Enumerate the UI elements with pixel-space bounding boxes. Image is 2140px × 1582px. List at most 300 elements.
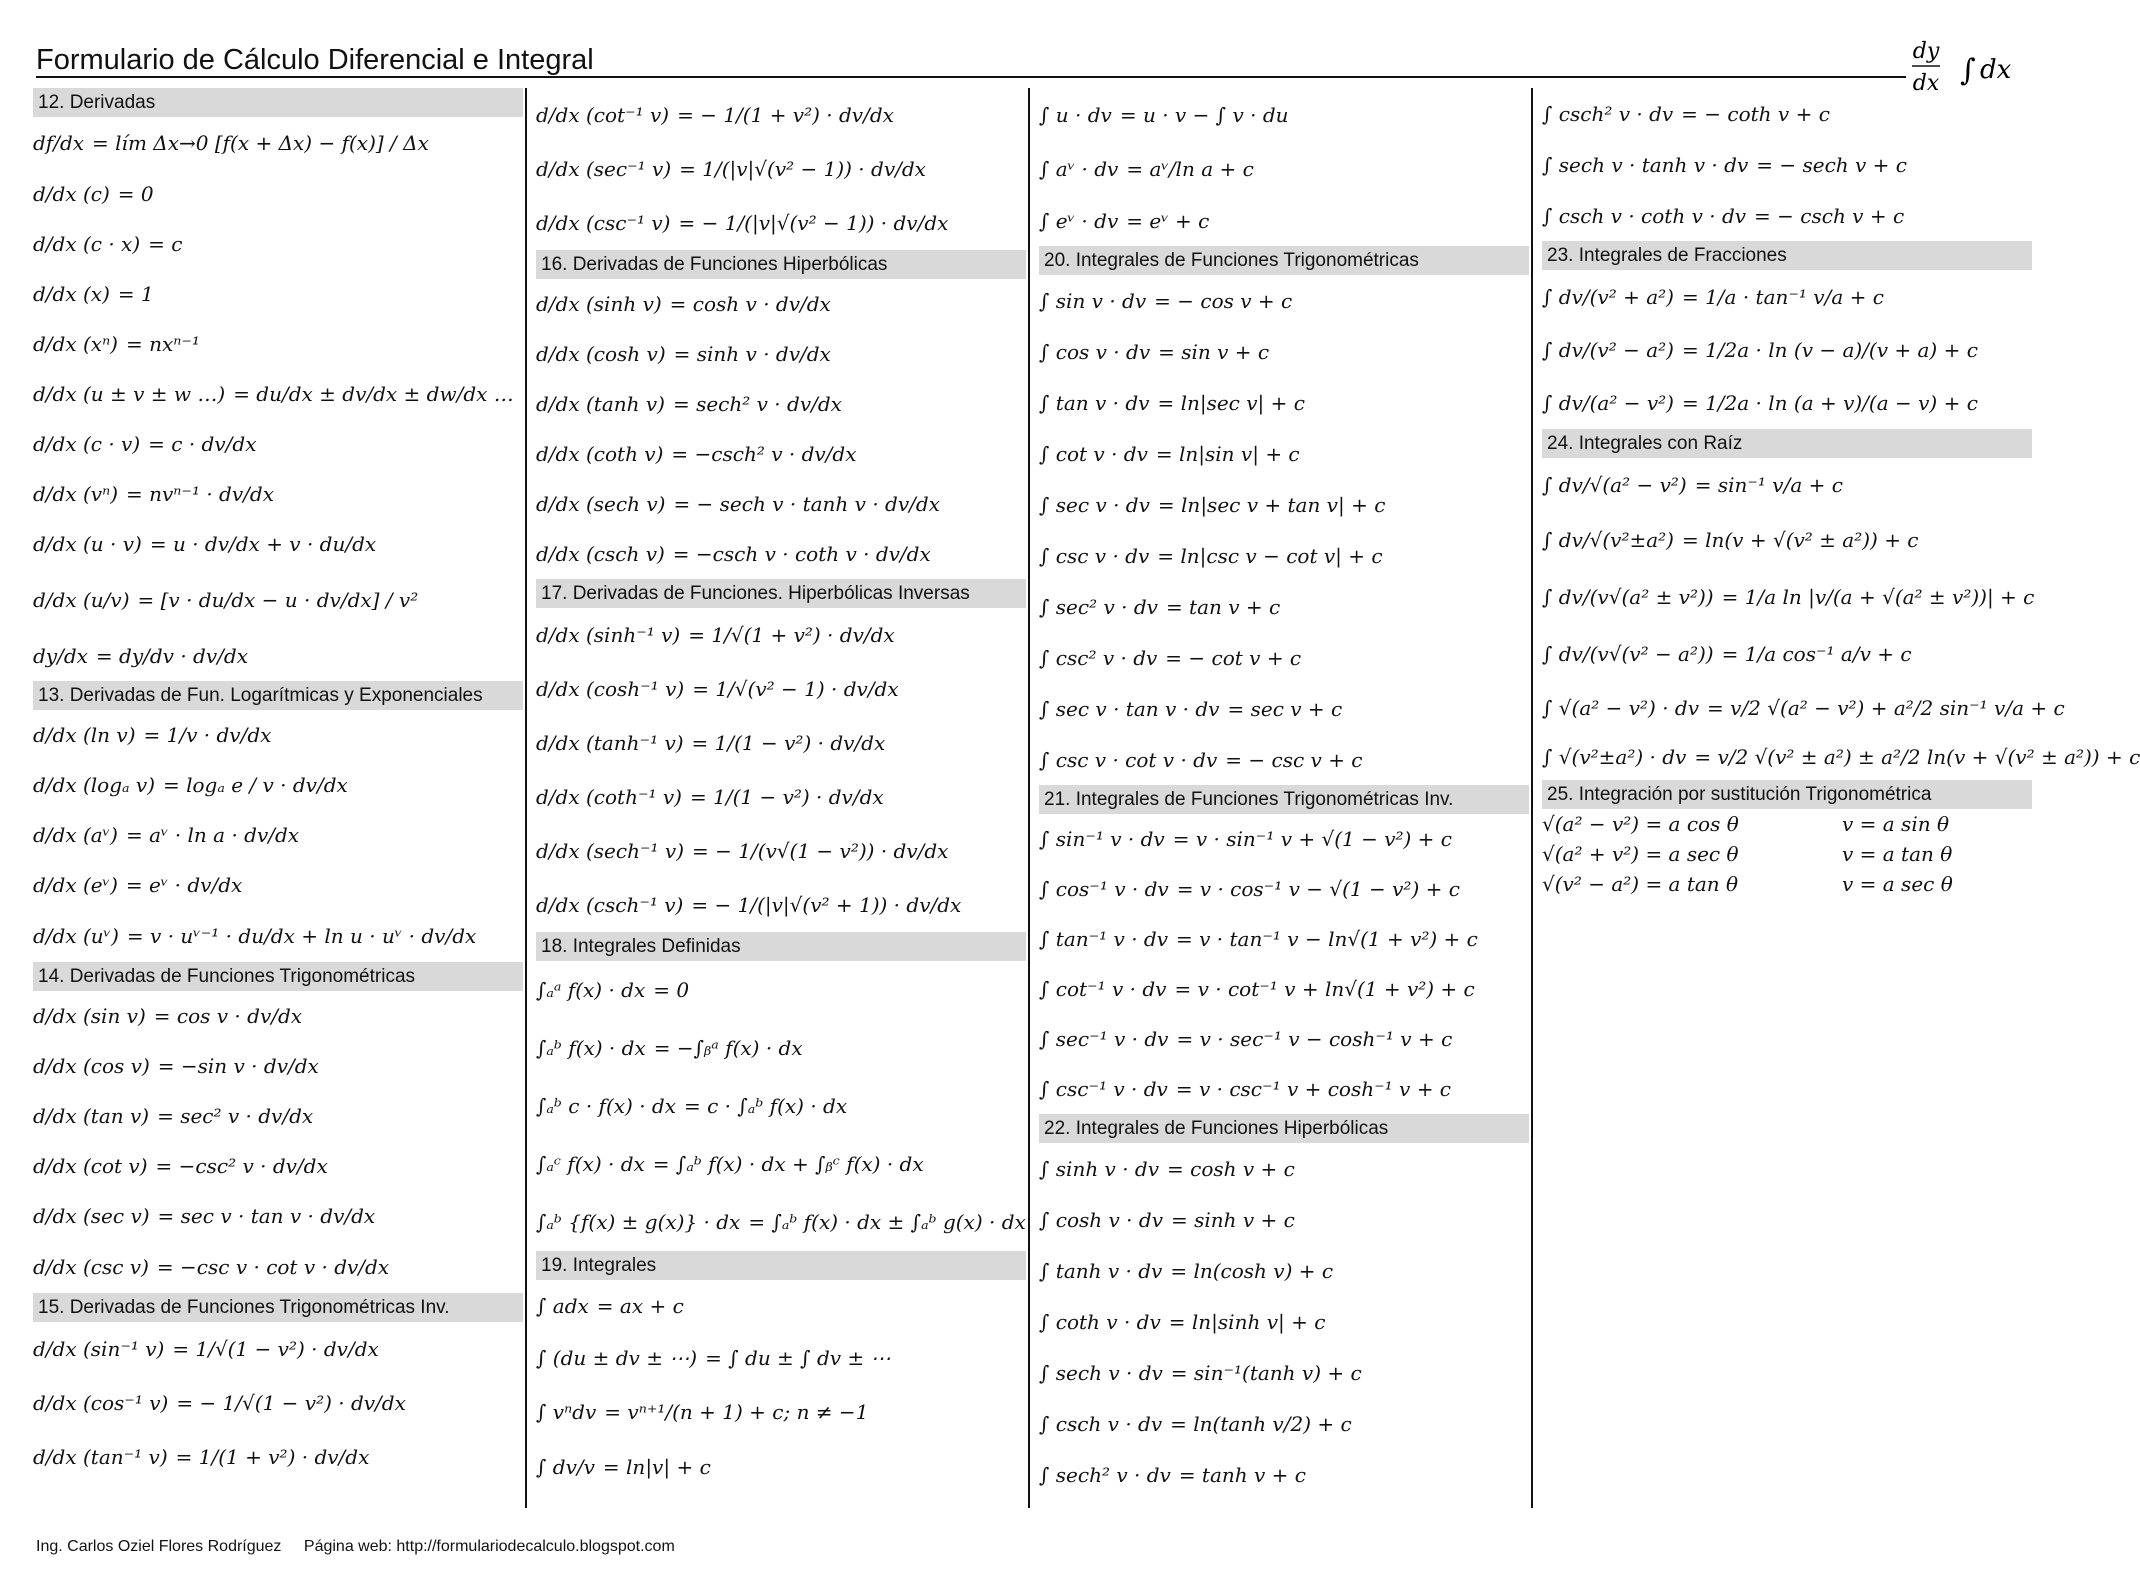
formula — [33, 1141, 523, 1191]
formula-rhs: = vⁿ⁺¹/(n + 1) + c; n ≠ −1 — [604, 1400, 869, 1424]
formula — [1542, 568, 2035, 626]
formula-lhs: ∫ √(a² − v²) · dv — [1542, 696, 1700, 720]
formula-rhs: = sin v + c — [1158, 339, 1270, 364]
formula-rhs: = ln|v| + c — [602, 1455, 711, 1479]
section-heading: 18. Integrales Definidas — [536, 932, 1026, 961]
formula — [1039, 734, 1529, 785]
formula — [1039, 1194, 1529, 1245]
section-heading: 16. Derivadas de Funciones Hiperbólicas — [536, 250, 1026, 279]
formula-lhs: ∫ sin⁻¹ v · dv — [1039, 827, 1165, 851]
formula-rhs: = c — [148, 232, 183, 256]
formula-rhs: = ∫ₐᵇ f(x) · dx ± ∫ₐᵇ g(x) · dx — [748, 1210, 1026, 1234]
formula-lhs: d/dx (csc v) — [33, 1255, 149, 1279]
formula-lhs: ∫ u · dv — [1039, 103, 1112, 127]
formula-rhs: v = a sec θ — [1842, 872, 1953, 896]
formula-lhs: ∫ csc v · dv — [1039, 543, 1150, 568]
formula-lhs: d/dx (uᵛ) — [33, 924, 119, 948]
formula-lhs: d/dx (cosh v) — [536, 342, 666, 366]
formula-lhs: d/dx (tan v) — [33, 1104, 150, 1128]
formula-lhs: d/dx (c · x) — [33, 232, 141, 256]
formula-rhs: = − 1/(|v|√(v² + 1)) · dv/dx — [691, 893, 962, 917]
formula-rhs: = 1/v · dv/dx — [143, 723, 272, 747]
formula-lhs: ∫ dv/√(a² − v²) — [1542, 473, 1687, 497]
formula — [1542, 458, 2032, 512]
formula-lhs: √(v² − a²) = a tan θ — [1542, 872, 1739, 896]
formula — [1039, 479, 1529, 530]
formula-rhs: = − csch v + c — [1754, 203, 1905, 228]
formula — [1039, 1014, 1529, 1064]
formula-lhs: ∫ sech v · tanh v · dv — [1542, 152, 1749, 177]
formula-lhs: ∫ coth v · dv — [1039, 1309, 1161, 1334]
formula-lhs: ∫ sinh v · dv — [1039, 1156, 1160, 1181]
formula-lhs: ∫ csch v · coth v · dv — [1542, 203, 1747, 228]
formula-rhs: = logₐ e / v · dv/dx — [163, 773, 348, 797]
formula-lhs: d/dx (sin⁻¹ v) — [33, 1337, 165, 1361]
formula-rhs: = cosh v + c — [1167, 1156, 1295, 1181]
formula-rhs: = tanh v + c — [1178, 1462, 1306, 1487]
formula-lhs: ∫ sech v · dv — [1039, 1360, 1163, 1385]
formula-rhs: = − csc v + c — [1225, 747, 1363, 772]
formula-lhs: d/dx (sech v) — [536, 492, 666, 516]
formula-lhs: d/dx (sinh⁻¹ v) — [536, 623, 681, 647]
formula-rhs: = c · dv/dx — [148, 432, 257, 456]
formula — [536, 1077, 1026, 1135]
formula — [33, 169, 523, 219]
formula-rhs: = − 1/√(1 − v²) · dv/dx — [176, 1391, 406, 1415]
formula-lhs: ∫ₐᵃ f(x) · dx — [536, 978, 646, 1002]
formula-lhs: d/dx (csc⁻¹ v) — [536, 211, 671, 235]
formula — [1039, 88, 1529, 142]
formula — [1542, 270, 2032, 323]
formula-rhs: = 1/a cos⁻¹ a/v + c — [1721, 642, 1912, 666]
formula — [1039, 914, 1529, 964]
formula-rhs: = v · tan⁻¹ v − ln√(1 + v²) + c — [1176, 927, 1478, 951]
column-1 — [33, 88, 523, 1484]
formula — [1039, 1347, 1529, 1398]
formula-lhs: df/dx — [33, 131, 85, 155]
formula-lhs: ∫ (du ± dv ± ⋯) — [536, 1346, 698, 1370]
formula-lhs: ∫ vⁿdv — [536, 1400, 597, 1424]
formula-rhs: = 0 — [117, 182, 154, 206]
column-divider — [525, 88, 527, 1508]
logo-int-var: dx — [1980, 55, 2012, 85]
formula — [536, 662, 1026, 716]
formula-lhs: √(a² − v²) = a cos θ — [1542, 812, 1739, 836]
formula-rhs: = aᵛ/ln a + c — [1126, 157, 1254, 181]
formula — [536, 279, 1026, 329]
formula — [1039, 1449, 1529, 1500]
formula — [1039, 530, 1529, 581]
formula-rhs: = [v · du/dx − u · dv/dx] / v² — [137, 588, 419, 612]
formula — [33, 469, 523, 519]
formula-rhs: = v · sec⁻¹ v − cosh⁻¹ v + c — [1176, 1027, 1453, 1051]
formula — [536, 529, 1026, 579]
formula-lhs: d/dx (csch⁻¹ v) — [536, 893, 684, 917]
formula-lhs: ∫ sec² v · dv — [1039, 594, 1158, 619]
formula-lhs: ∫ csc⁻¹ v · dv — [1039, 1077, 1168, 1101]
formula-rhs: = −csch v · coth v · dv/dx — [672, 542, 931, 566]
formula-lhs: d/dx (ln v) — [33, 723, 136, 747]
formula-lhs: dy/dx — [33, 644, 88, 668]
formula — [1039, 428, 1529, 479]
formula — [1542, 809, 2032, 839]
formula-lhs: d/dx (cot⁻¹ v) — [536, 103, 670, 127]
formula — [536, 142, 1026, 196]
formula-rhs: = ln(tanh v/2) + c — [1170, 1411, 1352, 1436]
formula-rhs: = sec² v · dv/dx — [157, 1104, 314, 1128]
section-heading: 13. Derivadas de Fun. Logarítmicas y Exponenciales — [33, 681, 523, 710]
formula-lhs: ∫ csc² v · dv — [1039, 645, 1158, 670]
formula-lhs: d/dx (sech⁻¹ v) — [536, 839, 684, 863]
formula — [33, 1241, 523, 1293]
formula — [33, 219, 523, 269]
formula-rhs: = du/dx ± dv/dx ± dw/dx … — [233, 382, 514, 406]
formula-rhs: = ∫ₐᵇ f(x) · dx + ∫ᵦᶜ f(x) · dx — [652, 1152, 924, 1176]
formula — [536, 329, 1026, 379]
formula — [1542, 734, 2140, 780]
formula-lhs: ∫ aᵛ · dv — [1039, 157, 1119, 181]
formula-rhs: = ln(cosh v) + c — [1170, 1258, 1334, 1283]
formula-rhs: = − sech v + c — [1756, 152, 1907, 177]
formula-lhs: ∫ cot⁻¹ v · dv — [1039, 977, 1167, 1001]
formula — [33, 1191, 523, 1241]
formula — [1039, 1245, 1529, 1296]
formula-lhs: ∫ sin v · dv — [1039, 288, 1147, 313]
formula-rhs: = eᵛ · dv/dx — [125, 873, 243, 897]
formula-rhs: = v · uᵛ⁻¹ · du/dx + ln u · uᵛ · dv/dx — [126, 924, 477, 948]
formula — [33, 519, 523, 569]
formula — [536, 429, 1026, 479]
formula-lhs: ∫ csc v · cot v · dv — [1039, 747, 1218, 772]
formula — [536, 878, 1026, 932]
formula-rhs: = 1/(1 + v²) · dv/dx — [175, 1445, 370, 1469]
formula — [33, 991, 523, 1041]
formula-rhs: = dy/dv · dv/dx — [95, 644, 248, 668]
formula-lhs: ∫ₐᵇ {f(x) ± g(x)} · dx — [536, 1210, 741, 1234]
formula-lhs: d/dx (x) — [33, 282, 110, 306]
formula-lhs: ∫ cot v · dv — [1039, 441, 1148, 466]
formula — [1542, 190, 2032, 241]
section-heading: 12. Derivadas — [33, 88, 523, 117]
section-heading: 23. Integrales de Fracciones — [1542, 241, 2032, 270]
formula — [1039, 814, 1529, 864]
column-divider — [1531, 88, 1533, 1508]
title-underline — [36, 76, 1906, 78]
formula-lhs: d/dx (u ± v ± w …) — [33, 382, 226, 406]
formula-rhs: = ln(v + √(v² ± a²)) + c — [1681, 528, 1919, 552]
formula-rhs: = sin⁻¹ v/a + c — [1694, 473, 1843, 497]
formula-rhs: v = a tan θ — [1842, 842, 1953, 866]
formula — [33, 710, 523, 760]
formula-lhs: √(a² + v²) = a sec θ — [1542, 842, 1739, 866]
formula — [33, 1091, 523, 1141]
formula-lhs: d/dx (u · v) — [33, 532, 142, 556]
formula-rhs: = cos v · dv/dx — [153, 1004, 303, 1028]
formula — [1039, 683, 1529, 734]
column-divider — [1028, 88, 1030, 1508]
formula-rhs: = nvⁿ⁻¹ · dv/dx — [126, 482, 274, 506]
column-4 — [1542, 88, 2140, 899]
formula-lhs: ∫ sec v · tan v · dv — [1039, 696, 1220, 721]
formula — [1039, 326, 1529, 377]
formula — [33, 269, 523, 319]
formula-lhs: d/dx (tanh⁻¹ v) — [536, 731, 684, 755]
formula-lhs: ∫ sec⁻¹ v · dv — [1039, 1027, 1169, 1051]
formula — [33, 810, 523, 860]
formula — [33, 910, 523, 962]
formula — [33, 631, 523, 681]
formula-rhs: = − sech v · tanh v · dv/dx — [673, 492, 940, 516]
section-heading: 17. Derivadas de Funciones. Hiperbólicas Inversas — [536, 579, 1026, 608]
formula — [536, 608, 1026, 662]
formula-lhs: d/dx (cot v) — [33, 1154, 148, 1178]
formula-lhs: d/dx (c) — [33, 182, 110, 206]
formula-rhs: = v/2 √(a² − v²) + a²/2 sin⁻¹ v/a + c — [1707, 696, 2065, 720]
formula-rhs: = 1/√(v² − 1) · dv/dx — [692, 677, 899, 701]
formula — [1039, 142, 1529, 196]
formula-rhs: = v · cos⁻¹ v − √(1 − v²) + c — [1176, 877, 1460, 901]
formula — [1542, 869, 2032, 899]
formula-rhs: = − coth v + c — [1681, 101, 1830, 126]
formula-rhs: = ln|sec v + tan v| + c — [1157, 492, 1386, 517]
formula-lhs: d/dx (sin v) — [33, 1004, 146, 1028]
footer-web: Página web: http://formulariodecalculo.blogspot.com — [303, 1538, 675, 1555]
formula-lhs: ∫ dv/(v² + a²) — [1542, 284, 1674, 309]
formula — [33, 369, 523, 419]
formula-lhs: d/dx (aᵛ) — [33, 823, 118, 847]
formula-rhs: = tan v + c — [1165, 594, 1281, 619]
section-heading: 24. Integrales con Raíz — [1542, 429, 2032, 458]
formula-rhs: = −sin v · dv/dx — [157, 1054, 319, 1078]
formula-lhs: ∫ adx — [536, 1294, 589, 1318]
formula — [33, 1041, 523, 1091]
formula — [1542, 88, 2032, 139]
formula-rhs: = sec v + c — [1227, 696, 1343, 721]
formula-rhs: = 1/a ln |v/(a + √(a² ± v²))| + c — [1721, 585, 2035, 609]
formula-lhs: ∫ dv/√(v²±a²) — [1542, 528, 1674, 552]
formula-rhs: = ∫ du ± ∫ dv ± ⋯ — [705, 1346, 891, 1370]
formula-rhs: = sinh v + c — [1171, 1207, 1295, 1232]
formula-rhs: = − 1/(v√(1 − v²)) · dv/dx — [692, 839, 949, 863]
formula-rhs: = ln|sin v| + c — [1155, 441, 1300, 466]
formula — [1542, 626, 2032, 682]
formula — [33, 1322, 523, 1376]
formula — [1039, 1296, 1529, 1347]
section-heading: 21. Integrales de Funciones Trigonométricas Inv. — [1039, 785, 1529, 814]
formula-rhs: = 1/(1 − v²) · dv/dx — [691, 731, 886, 755]
formula-rhs: = cosh v · dv/dx — [669, 292, 831, 316]
formula — [536, 716, 1026, 770]
formula-lhs: ∫ csch² v · dv — [1542, 101, 1674, 126]
formula-lhs: ∫ √(v²±a²) · dv — [1542, 745, 1687, 769]
column-2 — [536, 88, 1026, 1494]
formula-rhs: = ln|csc v − cot v| + c — [1157, 543, 1383, 568]
formula — [1039, 275, 1529, 326]
formula-lhs: d/dx (vⁿ) — [33, 482, 118, 506]
formula-lhs: ∫ dv/(v² − a²) — [1542, 337, 1674, 362]
formula-lhs: ∫ₐᵇ c · f(x) · dx — [536, 1094, 676, 1118]
formula-lhs: d/dx (csch v) — [536, 542, 665, 566]
formula-rhs: = 1/(|v|√(v² − 1)) · dv/dx — [679, 157, 926, 181]
formula — [536, 88, 1026, 142]
formula — [33, 860, 523, 910]
formula-rhs: = u · v − ∫ v · du — [1119, 103, 1289, 127]
formula — [536, 961, 1026, 1019]
formula-lhs: ∫ tan v · dv — [1039, 390, 1150, 415]
formula — [536, 770, 1026, 824]
formula-rhs: = 1/a · tan⁻¹ v/a + c — [1681, 284, 1884, 309]
formula — [536, 1384, 1026, 1440]
formula-rhs: = aᵛ · ln a · dv/dx — [125, 823, 300, 847]
formula-lhs: ∫ cosh v · dv — [1039, 1207, 1163, 1232]
formula-rhs: = ln|sinh v| + c — [1168, 1309, 1326, 1334]
formula — [1039, 864, 1529, 914]
formula — [1039, 1143, 1529, 1194]
formula — [536, 824, 1026, 878]
formula-rhs: = eᵛ + c — [1126, 209, 1210, 233]
formula-rhs: = sinh v · dv/dx — [673, 342, 831, 366]
formula-rhs: = −csc² v · dv/dx — [155, 1154, 328, 1178]
formula-rhs: = − cot v + c — [1165, 645, 1302, 670]
formula-lhs: d/dx (eᵛ) — [33, 873, 118, 897]
formula — [33, 1376, 523, 1430]
formula-lhs: ∫ dv/(a² − v²) — [1542, 390, 1674, 415]
formula — [1542, 139, 2032, 190]
section-heading: 25. Integración por sustitución Trigonométrica — [1542, 780, 2032, 809]
formula-rhs: = −csc v · cot v · dv/dx — [156, 1255, 390, 1279]
formula — [1039, 377, 1529, 428]
formula-lhs: d/dx (sec v) — [33, 1204, 150, 1228]
formula-lhs: d/dx (sec⁻¹ v) — [536, 157, 672, 181]
formula-rhs: = v/2 √(v² ± a²) ± a²/2 ln(v + √(v² ± a²)) + c — [1694, 745, 2140, 769]
formula — [1039, 632, 1529, 683]
formula-lhs: ∫ dv/v — [536, 1455, 595, 1479]
formula-rhs: = sin⁻¹(tanh v) + c — [1170, 1360, 1362, 1385]
formula-lhs: d/dx (coth⁻¹ v) — [536, 785, 682, 809]
formula — [536, 379, 1026, 429]
formula-lhs: d/dx (tan⁻¹ v) — [33, 1445, 168, 1469]
formula — [536, 1332, 1026, 1384]
formula-rhs: = 1/2a · ln (v − a)/(v + a) + c — [1681, 337, 1978, 362]
formula — [536, 479, 1026, 529]
formula-lhs: d/dx (cosh⁻¹ v) — [536, 677, 685, 701]
formula-rhs: v = a sin θ — [1842, 812, 1949, 836]
formula-rhs: = lím Δx→0 [f(x + Δx) − f(x)] / Δx — [92, 131, 429, 155]
formula-lhs: ∫ eᵛ · dv — [1039, 209, 1119, 233]
formula-rhs: = sech² v · dv/dx — [672, 392, 842, 416]
formula-rhs: = v · cot⁻¹ v + ln√(1 + v²) + c — [1174, 977, 1475, 1001]
formula-rhs: = − cos v + c — [1154, 288, 1293, 313]
formula-rhs: = v · sin⁻¹ v + √(1 − v²) + c — [1172, 827, 1453, 851]
formula-lhs: ∫ tan⁻¹ v · dv — [1039, 927, 1169, 951]
formula — [536, 1019, 1026, 1077]
formula-rhs: = nxⁿ⁻¹ — [125, 332, 200, 356]
footer — [36, 1538, 693, 1556]
formula — [1542, 512, 2032, 568]
formula-rhs: = c · ∫ₐᵇ f(x) · dx — [684, 1094, 848, 1118]
formula-lhs: d/dx (cos v) — [33, 1054, 150, 1078]
formula — [1039, 581, 1529, 632]
formula-rhs: = 1/√(1 − v²) · dv/dx — [172, 1337, 379, 1361]
formula-lhs: d/dx (sinh v) — [536, 292, 662, 316]
formula-rhs: = −csch² v · dv/dx — [671, 442, 857, 466]
formula-rhs: = u · dv/dx + v · du/dx — [149, 532, 377, 556]
formula-lhs: ∫ tanh v · dv — [1039, 1258, 1163, 1283]
formula — [33, 117, 523, 169]
formula-lhs: ∫ dv/(v√(a² ± v²)) — [1542, 585, 1714, 609]
formula-lhs: ∫ sec v · dv — [1039, 492, 1150, 517]
formula — [33, 319, 523, 369]
formula-lhs: d/dx (c · v) — [33, 432, 141, 456]
formula-lhs: ∫ sech² v · dv — [1039, 1462, 1171, 1487]
formula — [1039, 1064, 1529, 1114]
section-heading: 14. Derivadas de Funciones Trigonométricas — [33, 962, 523, 991]
formula — [33, 569, 523, 631]
formula-rhs: = 1/(1 − v²) · dv/dx — [689, 785, 884, 809]
formula — [1039, 196, 1529, 246]
formula-rhs: = v · csc⁻¹ v + cosh⁻¹ v + c — [1175, 1077, 1452, 1101]
formula-rhs: = sec v · tan v · dv/dx — [157, 1204, 376, 1228]
logo-den: dx — [1912, 71, 1940, 96]
section-heading: 19. Integrales — [536, 1251, 1026, 1280]
formula-rhs: = 1/√(1 + v²) · dv/dx — [688, 623, 895, 647]
logo-num: dy — [1912, 39, 1940, 64]
formula — [1542, 376, 2032, 429]
formula — [1039, 1398, 1529, 1449]
formula-rhs: = 1 — [117, 282, 154, 306]
formula-lhs: ∫ dv/(v√(v² − a²)) — [1542, 642, 1714, 666]
calculus-logo-icon — [1908, 34, 2028, 96]
formula-lhs: ∫ cos v · dv — [1039, 339, 1151, 364]
formula-lhs: ∫ₐᵇ f(x) · dx — [536, 1036, 646, 1060]
formula — [536, 1135, 1026, 1193]
formula-rhs: = − 1/(|v|√(v² − 1)) · dv/dx — [678, 211, 949, 235]
formula — [1542, 839, 2032, 869]
formula — [536, 1193, 1026, 1251]
column-3 — [1039, 88, 1529, 1500]
formula — [33, 1430, 523, 1484]
formula — [33, 419, 523, 469]
formula — [536, 196, 1026, 250]
formula-rhs: = −∫ᵦᵃ f(x) · dx — [653, 1036, 803, 1060]
formula-lhs: ∫ cos⁻¹ v · dv — [1039, 877, 1169, 901]
formula-rhs: = ax + c — [596, 1294, 684, 1318]
formula-lhs: d/dx (xⁿ) — [33, 332, 118, 356]
formula — [1542, 323, 2032, 376]
formula — [536, 1280, 1026, 1332]
formula-lhs: d/dx (coth v) — [536, 442, 664, 466]
formula-lhs: ∫ₐᶜ f(x) · dx — [536, 1152, 645, 1176]
section-heading: 22. Integrales de Funciones Hiperbólicas — [1039, 1114, 1529, 1143]
section-heading: 15. Derivadas de Funciones Trigonométricas Inv. — [33, 1293, 523, 1322]
formula-rhs: = 1/2a · ln (a + v)/(a − v) + c — [1681, 390, 1978, 415]
formula — [536, 1440, 1026, 1494]
formula-rhs: = ln|sec v| + c — [1157, 390, 1305, 415]
formula-lhs: d/dx (logₐ v) — [33, 773, 155, 797]
formula-lhs: d/dx (u/v) — [33, 588, 130, 612]
formula-rhs: = 0 — [653, 978, 690, 1002]
formula — [1542, 682, 2065, 734]
formula-lhs: d/dx (cos⁻¹ v) — [33, 1391, 169, 1415]
logo-integral-sign: ∫ — [1960, 53, 1976, 88]
formula-rhs: = − 1/(1 + v²) · dv/dx — [677, 103, 894, 127]
formula — [33, 760, 523, 810]
section-heading: 20. Integrales de Funciones Trigonométricas — [1039, 246, 1529, 275]
footer-author: Ing. Carlos Oziel Flores Rodríguez — [36, 1538, 282, 1555]
formula-lhs: ∫ csch v · dv — [1039, 1411, 1163, 1436]
formula-lhs: d/dx (tanh v) — [536, 392, 665, 416]
page-title: Formulario de Cálculo Diferencial e Integral — [36, 44, 594, 76]
